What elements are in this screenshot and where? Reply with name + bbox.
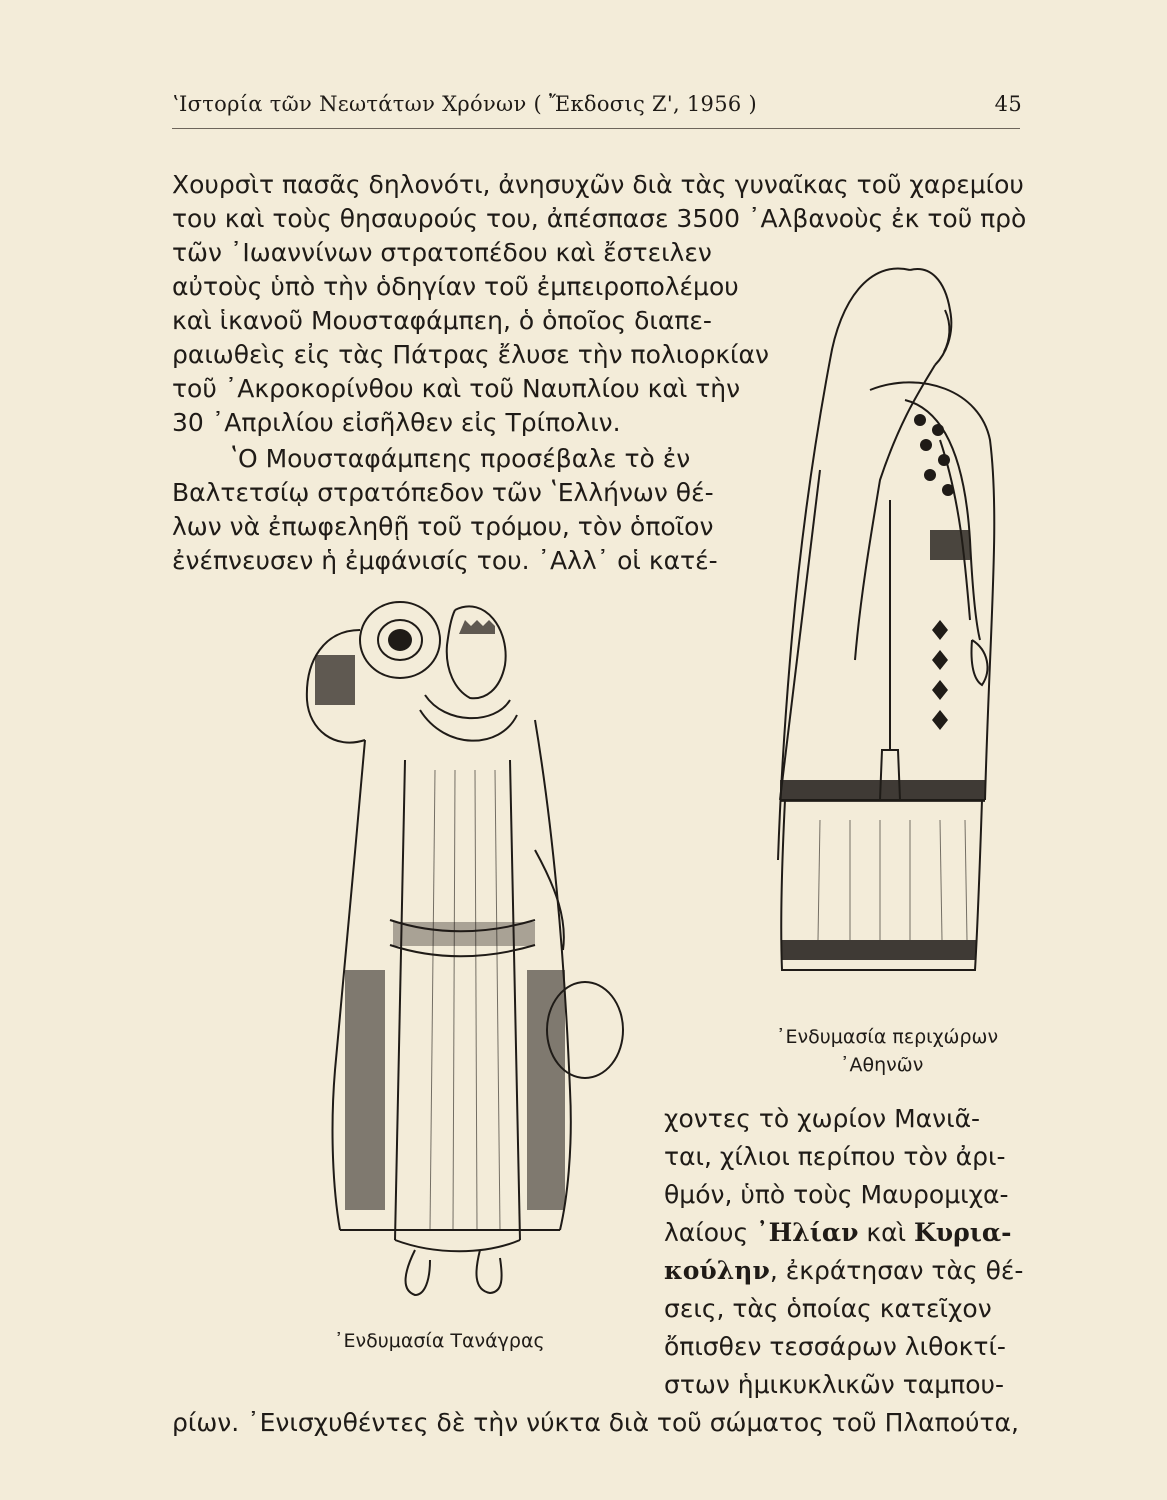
- text-line: ἐνέπνευσεν ἡ ἐμφάνισίς του. ᾽Αλλ᾽ οἱ κατέ-: [172, 546, 718, 575]
- text-span: καὶ: [858, 1218, 915, 1247]
- tanagra-costume-illustration: [295, 590, 645, 1310]
- text-line: σεις, τὰς ὁποίας κατεῖχον: [664, 1294, 992, 1323]
- text-span: , ἐκράτησαν τὰς θέ-: [769, 1256, 1024, 1285]
- text-line: ρίων. ᾽Ενισχυθέντες δὲ τὴν νύκτα διὰ τοῦ σώματος τοῦ Πλαπούτα,: [172, 1408, 1019, 1437]
- caption-tanagra: ᾽Ενδυμασία Τανάγρας: [334, 1330, 545, 1352]
- text-line: [664, 1254, 1023, 1288]
- text-line: ʽΟ Μουσταφάμπεης προσέβαλε τὸ ἐν: [230, 444, 691, 473]
- text-line: αὐτοὺς ὑπὸ τὴν ὁδηγίαν τοῦ ἐμπειροπολέμου: [172, 272, 739, 301]
- text-line: τῶν ᾽Ιωαννίνων στρατοπέδου καὶ ἔστειλεν: [172, 238, 712, 267]
- text-line: τοῦ ᾽Ακροκορίνθου καὶ τοῦ Ναυπλίου καὶ τὴν: [172, 374, 741, 403]
- text-line: του καὶ τοὺς θησαυρούς του, ἀπέσπασε 3500 ᾽Αλβανοὺς ἐκ τοῦ πρὸ: [172, 204, 1027, 233]
- caption-athens-line2: ᾽Αθηνῶν: [840, 1054, 924, 1076]
- running-header: [172, 92, 1022, 126]
- page-number: 45: [994, 92, 1022, 116]
- text-line: [664, 1216, 1011, 1250]
- text-line: ὄπισθεν τεσσάρων λιθοκτί-: [664, 1332, 1006, 1361]
- text-line: Χουρσὶτ πασᾶς δηλονότι, ἀνησυχῶν διὰ τὰς γυναῖκας τοῦ χαρεμίου: [172, 170, 1024, 199]
- text-line: ται, χίλιοι περίπου τὸν ἀρι-: [664, 1142, 1006, 1171]
- text-line: ραιωθεὶς εἰς τὰς Πάτρας ἔλυσε τὴν πολιορκίαν: [172, 340, 769, 369]
- text-line: στων ἡμικυκλικῶν ταμπου-: [664, 1370, 1004, 1399]
- bold-name-kyriakoulis-part2: κούλην: [664, 1256, 770, 1285]
- text-line: χοντες τὸ χωρίον Μανιᾶ-: [664, 1104, 981, 1133]
- bold-name-elias: ᾽Ηλίαν: [756, 1218, 859, 1247]
- text-line: λων νὰ ἐπωφεληθῇ τοῦ τρόμου, τὸν ὁποῖον: [172, 512, 714, 541]
- running-title: ʽΙστορία τῶν Νεωτάτων Χρόνων ( Ἔκδοσις Ζ', 1956 ): [172, 92, 758, 116]
- text-line: θμόν, ὑπὸ τοὺς Μαυρομιχα-: [664, 1180, 1009, 1209]
- text-line: 30 ᾽Απριλίου εἰσῆλθεν εἰς Τρίπολιν.: [172, 408, 621, 437]
- text-span: λαίους: [664, 1218, 757, 1247]
- athens-costume-illustration: [760, 240, 1030, 1020]
- text-line: Βαλτετσίῳ στρατόπεδον τῶν ʽΕλλήνων θέ-: [172, 478, 714, 507]
- text-line: καὶ ἱκανοῦ Μουσταφάμπεη, ὁ ὁποῖος διαπε-: [172, 306, 712, 335]
- bold-name-kyriakoulis-part1: Κυρια-: [914, 1218, 1012, 1247]
- header-rule: [172, 128, 1020, 129]
- caption-athens-line1: ᾽Ενδυμασία περιχώρων: [776, 1026, 999, 1048]
